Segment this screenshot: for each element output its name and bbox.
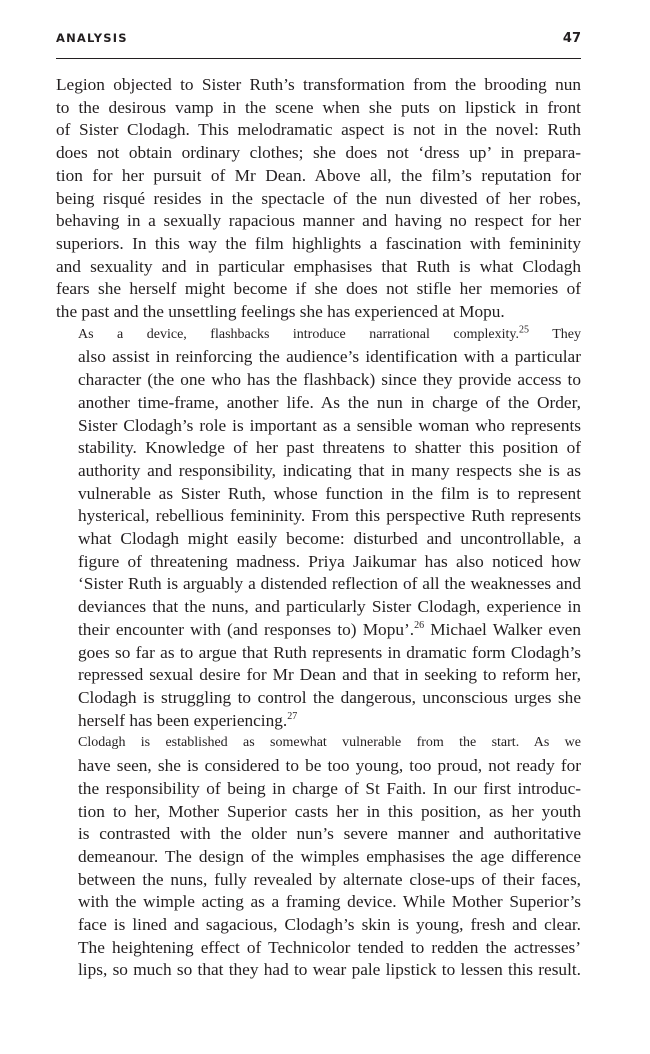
text-line: figure of threatening madness. Priya Jaikumar has also noticed how — [78, 551, 581, 571]
text-line — [56, 324, 581, 347]
text-segment: herself has been experiencing. — [78, 710, 288, 730]
text-line: superiors. In this way the film highlights a fascination with femininity — [56, 233, 581, 253]
text-segment: As a device, flashbacks introduce narrational complexity. — [78, 326, 519, 342]
text-line: Clodagh is established as somewhat vulnerable from the start. As we — [78, 735, 581, 751]
text-line — [56, 619, 581, 642]
text-line: demeanour. The design of the wimples emphasises the age difference — [78, 846, 581, 866]
footnote-ref-25: 25 — [518, 324, 529, 336]
paragraph-3 — [56, 732, 581, 982]
page-number: 47 — [562, 31, 581, 46]
text-line: another time-frame, another life. As the nun in charge of the Order, — [78, 392, 581, 412]
text-line: Sister Clodagh’s role is important as a sensible woman who represents — [78, 415, 581, 435]
text-line: lips, so much so that they had to wear pale lipstick to lessen this result. — [78, 960, 581, 980]
text-line: does not obtain ordinary clothes; she does not ‘dress up’ in prepara- — [56, 143, 581, 163]
text-line: The heightening effect of Technicolor tended to redden the actresses’ — [78, 937, 581, 957]
text-line: fears she herself might become if she does not stifle her memories of — [56, 279, 581, 299]
text-line: Legion objected to Sister Ruth’s transformation from the brooding nun — [56, 75, 581, 94]
text-line: authority and responsibility, indicating that in many respects she is as — [78, 460, 581, 480]
text-line: ‘Sister Ruth is arguably a distended reflection of all the weaknesses and — [78, 574, 581, 594]
text-line: character (the one who has the flashback) since they provide access to — [78, 370, 581, 390]
text-line: between the nuns, fully revealed by alternate close-ups of their faces, — [78, 869, 581, 889]
text-line: also assist in reinforcing the audience’s identification with a particular — [78, 347, 581, 367]
text-line: hysterical, rebellious femininity. From this perspective Ruth represents — [78, 506, 581, 526]
text-line — [56, 710, 581, 733]
text-line: Clodagh is struggling to control the dangerous, unconscious urges she — [78, 687, 581, 707]
text-line: the responsibility of being in charge of St Faith. In our first introduc- — [78, 778, 581, 798]
text-line: to the desirous vamp in the scene when she puts on lipstick in front — [56, 97, 581, 117]
text-line: tion for her pursuit of Mr Dean. Above all, the film’s reputation for — [56, 165, 581, 185]
text-line: the past and the unsettling feelings she has experienced at Mopu. — [56, 302, 505, 322]
text-line: behaving in a sexually rapacious manner and having no respect for her — [56, 211, 581, 231]
text-line: tion to her, Mother Superior casts her in this position, as her youth — [78, 801, 581, 821]
running-head — [56, 31, 581, 46]
text-line: is contrasted with the older nun’s severe manner and authoritative — [78, 824, 581, 844]
body-text — [56, 74, 581, 982]
text-line: goes so far as to argue that Ruth represents in dramatic form Clodagh’s — [78, 642, 581, 662]
text-line: have seen, she is considered to be too young, too proud, not ready for — [78, 756, 581, 776]
paragraph-1 — [56, 74, 581, 324]
text-segment: their encounter with (and responses to) Mopu’. — [78, 619, 415, 639]
text-line: what Clodagh might easily become: disturbed and uncontrollable, a — [78, 529, 581, 549]
header-rule — [56, 58, 581, 59]
text-line: and sexuality and in particular emphasises that Ruth is what Clodagh — [56, 256, 581, 276]
text-line: repressed sexual desire for Mr Dean and that in seeking to reform her, — [78, 665, 581, 685]
text-line: face is lined and sagacious, Clodagh’s skin is young, fresh and clear. — [78, 915, 581, 935]
section-label: ANALYSIS — [56, 31, 128, 45]
text-line: of Sister Clodagh. This melodramatic aspect is not in the novel: Ruth — [56, 120, 581, 140]
footnote-ref-26: 26 — [414, 620, 425, 632]
text-line: being risqué resides in the spectacle of the nun divested of her robes, — [56, 188, 581, 208]
text-line: vulnerable as Sister Ruth, whose function in the film is to represent — [78, 483, 581, 503]
text-segment: They — [528, 326, 581, 342]
paragraph-2 — [56, 324, 581, 733]
footnote-ref-27: 27 — [287, 710, 298, 722]
text-line: deviances that the nuns, and particularly Sister Clodagh, experience in — [78, 597, 581, 617]
text-line: stability. Knowledge of her past threatens to shatter this position of — [78, 438, 581, 458]
text-line: with the wimple acting as a framing device. While Mother Superior’s — [78, 892, 581, 912]
text-segment: Michael Walker even — [424, 619, 581, 639]
